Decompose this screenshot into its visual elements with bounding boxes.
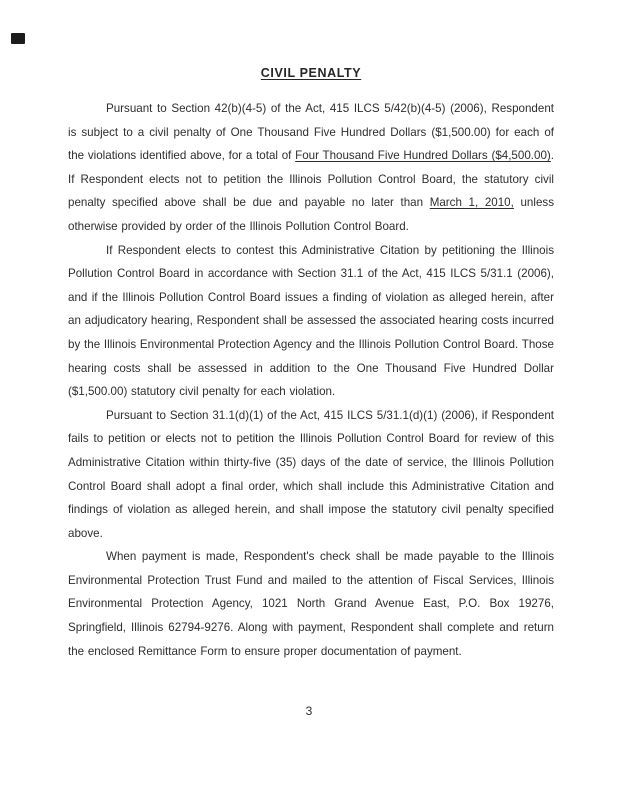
- paragraph: [68, 239, 554, 404]
- document-body: [68, 97, 554, 663]
- page-number: 3: [305, 704, 313, 718]
- text-segment: When payment is made, Respondent's check shall be made payable to the Illinois Environmental Protection Trust Fund and mailed to the attention of Fiscal Services, Illinois Environmental Protection Agency, 1021 North Grand Avenue East, P.O. Box 19276, Springfield, Illinois 62794-9276. Along with payment, Respondent shall complete and return the enclosed Remittance Form to ensure proper documentation of payment.: [68, 550, 554, 658]
- underlined-text: Four Thousand Five Hundred Dollars ($4,500.00): [295, 149, 551, 163]
- scan-artifact: [11, 33, 25, 44]
- text-segment: Pursuant to Section 42(b)(4-5) of the Act, 415 ILCS 5/42(b)(4-5) (2006), Respondent is subject to a civil penalty of One Thousand Five Hundred Dollars ($1,500.00) for each of the violations identified above, for a total of: [68, 102, 554, 163]
- text-segment: unless otherwise provided by order of the Illinois Pollution Control Board.: [68, 196, 555, 233]
- underlined-text: March 1, 2010,: [429, 196, 514, 210]
- paragraph: [68, 545, 554, 663]
- text-segment: If Respondent elects to contest this Administrative Citation by petitioning the Illinois Pollution Control Board in accordance with Section 31.1 of the Act, 415 ILCS 5/31.1 (2006), and if the Illinois Pollution Control Board issues a finding of violation as alleged herein, after an adjudicatory hearing, Respondent shall be assessed the associated hearing costs incurred by the Illinois Environmental Protection Agency and the Illinois Pollution Control Board. Those hearing costs shall be assessed in addition to the One Thousand Five Hundred Dollar ($1,500.00) statutory civil penalty for each violation.: [68, 243, 554, 399]
- section-title: CIVIL PENALTY: [260, 66, 362, 80]
- paragraph: [68, 404, 554, 546]
- text-segment: Pursuant to Section 31.1(d)(1) of the Act, 415 ILCS 5/31.1(d)(1) (2006), if Respondent fails to petition or elects not to petition the Illinois Pollution Control Board for review of this Administrative Citation within thirty-five (35) days of the date of service, the Illinois Pollution Control Board shall adopt a final order, which shall include this Administrative Citation and findings of violation as alleged herein, and shall impose the statutory civil penalty specified above.: [68, 408, 554, 540]
- paragraph: [68, 97, 554, 239]
- text-segment: . If Respondent elects not to petition the Illinois Pollution Control Board, the statutory civil penalty specified above shall be due and payable no later than: [68, 149, 554, 210]
